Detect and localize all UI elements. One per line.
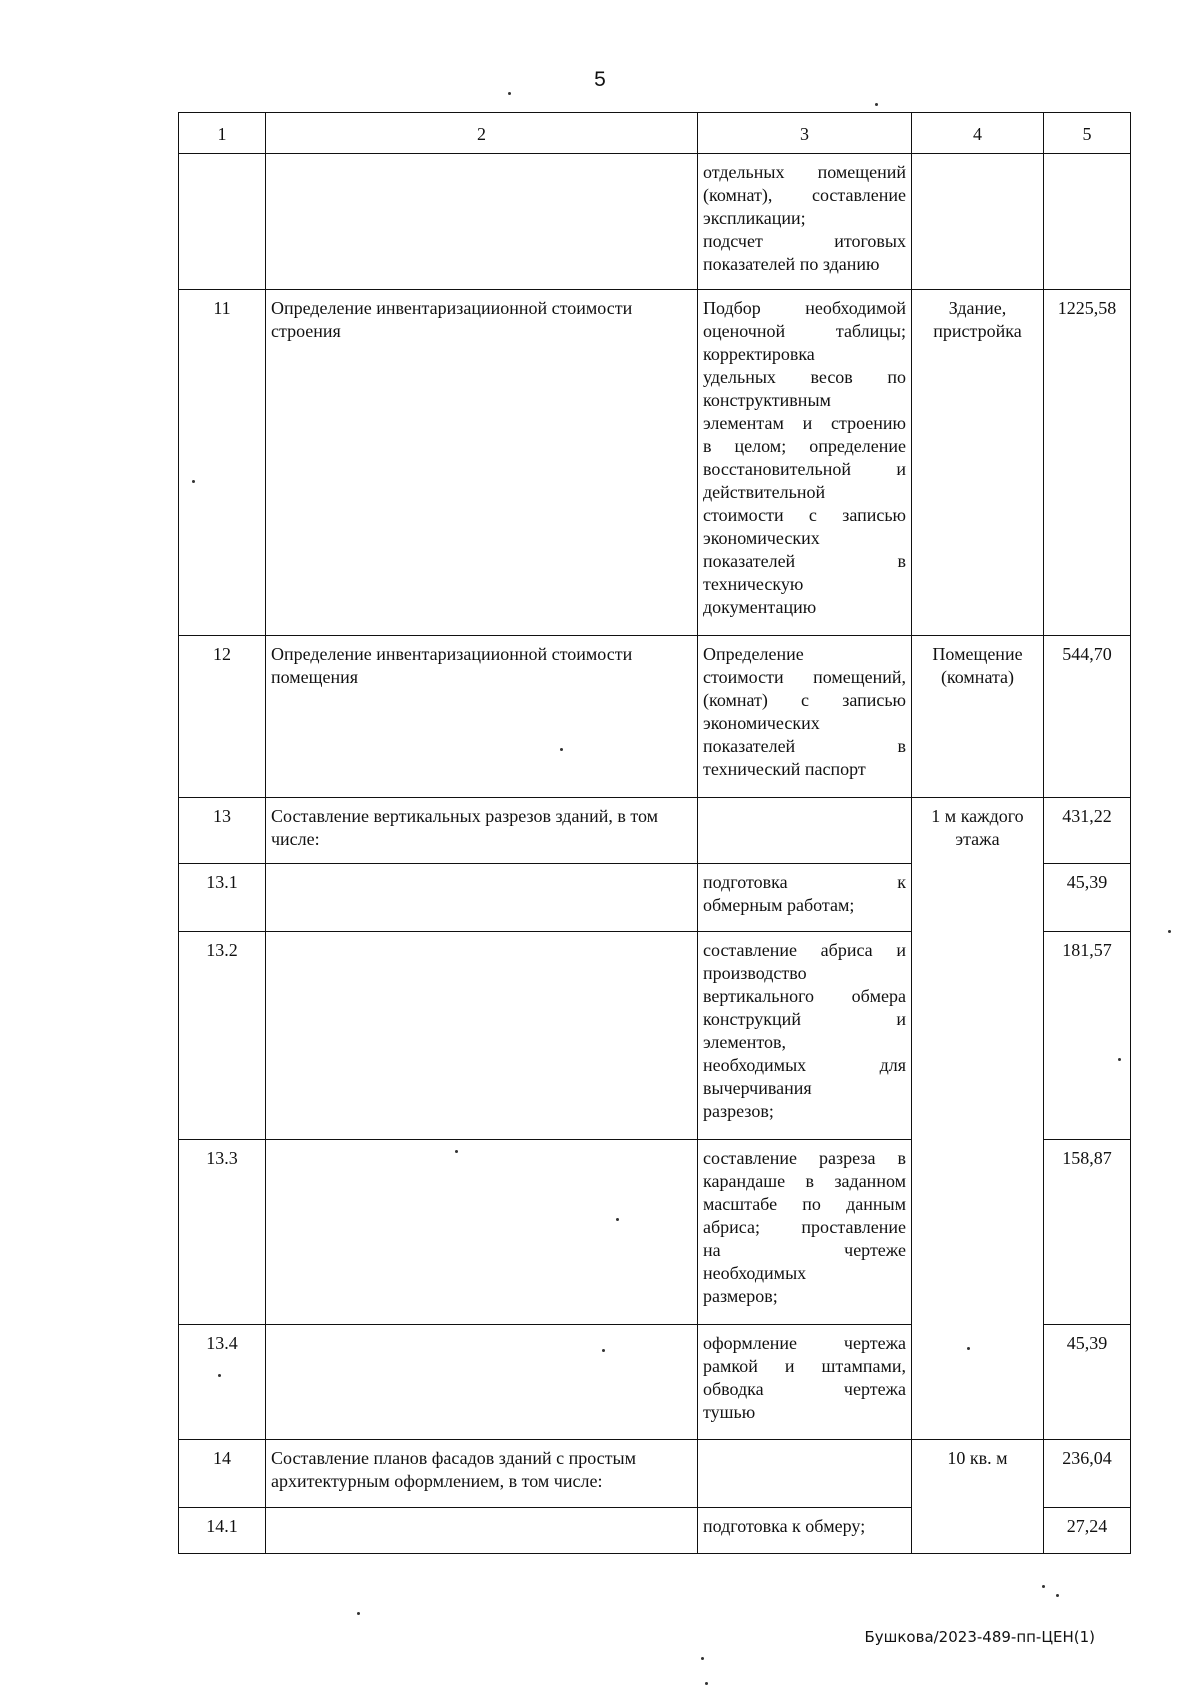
header-cell-1: 1 bbox=[179, 113, 266, 154]
description-line: необходимых bbox=[703, 1263, 807, 1283]
work-name bbox=[266, 1140, 698, 1325]
work-name: Определение инвентаризациионной стоимости помещения bbox=[266, 636, 698, 798]
work-description bbox=[698, 290, 912, 636]
description-line: вертикального обмера bbox=[703, 986, 906, 1006]
table-header-row bbox=[179, 113, 1131, 154]
description-line: технический паспорт bbox=[703, 759, 866, 779]
row-number: 13.3 bbox=[179, 1140, 266, 1325]
description-line: на чертеже bbox=[703, 1240, 906, 1260]
table-row bbox=[179, 798, 1131, 864]
description-line: обводка чертежа bbox=[703, 1379, 906, 1399]
price-value: 236,04 bbox=[1044, 1440, 1131, 1508]
work-description bbox=[698, 1508, 912, 1554]
price-value: 45,39 bbox=[1044, 1325, 1131, 1440]
work-description bbox=[698, 1140, 912, 1325]
description-line: Подбор необходимой bbox=[703, 298, 906, 318]
description-line: абриса; проставление bbox=[703, 1217, 906, 1237]
description-line: составление разреза в bbox=[703, 1148, 906, 1168]
price-value: 27,24 bbox=[1044, 1508, 1131, 1554]
header-cell-4: 4 bbox=[912, 113, 1044, 154]
price-value: 158,87 bbox=[1044, 1140, 1131, 1325]
row-number: 11 bbox=[179, 290, 266, 636]
description-line: элементов, bbox=[703, 1032, 787, 1052]
work-name: Составление планов фасадов зданий с простым архитектурным оформлением, в том числе: bbox=[266, 1440, 698, 1508]
description-line: обмерным работам; bbox=[703, 895, 855, 915]
work-description bbox=[698, 932, 912, 1140]
description-line: тушью bbox=[703, 1402, 756, 1422]
row-number: 13.1 bbox=[179, 864, 266, 932]
description-line: составление абриса и bbox=[703, 940, 906, 960]
scan-speck bbox=[875, 103, 878, 106]
header-cell-5: 5 bbox=[1044, 113, 1131, 154]
unit-of-measure: Помещение (комната) bbox=[912, 636, 1044, 798]
scan-speck bbox=[508, 92, 511, 95]
description-line: экспликации; bbox=[703, 208, 806, 228]
description-line: (комнат) с записью bbox=[703, 690, 906, 710]
description-line: разрезов; bbox=[703, 1101, 774, 1121]
scan-speck bbox=[357, 1612, 360, 1615]
description-line: рамкой и штампами, bbox=[703, 1356, 906, 1376]
description-line: показателей в bbox=[703, 736, 906, 756]
description-line: показателей в bbox=[703, 551, 906, 571]
scan-speck bbox=[616, 1218, 619, 1221]
scan-speck bbox=[602, 1349, 605, 1352]
scan-speck bbox=[1042, 1585, 1045, 1588]
description-line: удельных весов по bbox=[703, 367, 906, 387]
description-line: экономических bbox=[703, 713, 820, 733]
description-line: восстановительной и bbox=[703, 459, 906, 479]
description-line: оформление чертежа bbox=[703, 1333, 906, 1353]
page-number: 5 bbox=[594, 68, 606, 91]
description-line: оценочной таблицы; bbox=[703, 321, 906, 341]
price-value: 181,57 bbox=[1044, 932, 1131, 1140]
work-name bbox=[266, 1325, 698, 1440]
work-description bbox=[698, 1440, 912, 1508]
row-number: 13 bbox=[179, 798, 266, 864]
description-line: производство bbox=[703, 963, 807, 983]
description-line: в целом; определение bbox=[703, 436, 906, 456]
description-line: корректировка bbox=[703, 344, 815, 364]
scan-speck bbox=[1056, 1594, 1059, 1597]
unit-of-measure: 10 кв. м bbox=[912, 1440, 1044, 1554]
price-value: 45,39 bbox=[1044, 864, 1131, 932]
header-cell-3: 3 bbox=[698, 113, 912, 154]
scan-speck bbox=[218, 1374, 221, 1377]
description-line: экономических bbox=[703, 528, 820, 548]
scan-speck bbox=[192, 480, 195, 483]
description-line: подсчет итоговых bbox=[703, 231, 906, 251]
unit-of-measure bbox=[912, 154, 1044, 290]
work-description bbox=[698, 636, 912, 798]
description-line: (комнат), составление bbox=[703, 185, 906, 205]
description-line: стоимости с записью bbox=[703, 505, 906, 525]
scan-speck bbox=[701, 1657, 704, 1660]
table-row bbox=[179, 290, 1131, 636]
unit-of-measure: Здание, пристройка bbox=[912, 290, 1044, 636]
description-line: подготовка к bbox=[703, 872, 906, 892]
document-reference: Бушкова/2023-489-пп-ЦЕН(1) bbox=[864, 1628, 1095, 1646]
description-line: действительной bbox=[703, 482, 826, 502]
description-line: техническую bbox=[703, 574, 804, 594]
row-number bbox=[179, 154, 266, 290]
scan-speck bbox=[967, 1347, 970, 1350]
scan-speck bbox=[705, 1682, 708, 1685]
table-row bbox=[179, 636, 1131, 798]
description-line: карандаше в заданном bbox=[703, 1171, 906, 1191]
scan-speck bbox=[560, 748, 563, 751]
description-line: конструктивным bbox=[703, 390, 831, 410]
work-name: Определение инвентаризациионной стоимости строения bbox=[266, 290, 698, 636]
description-line: подготовка к обмеру; bbox=[703, 1516, 866, 1536]
work-name bbox=[266, 154, 698, 290]
row-number: 13.2 bbox=[179, 932, 266, 1140]
work-description bbox=[698, 1325, 912, 1440]
work-name bbox=[266, 1508, 698, 1554]
header-cell-2: 2 bbox=[266, 113, 698, 154]
description-line: масштабе по данным bbox=[703, 1194, 906, 1214]
work-name bbox=[266, 932, 698, 1140]
scan-speck bbox=[455, 1150, 458, 1153]
description-line: конструкций и bbox=[703, 1009, 906, 1029]
scan-speck bbox=[1168, 930, 1171, 933]
price-value bbox=[1044, 154, 1131, 290]
price-value: 431,22 bbox=[1044, 798, 1131, 864]
price-value: 1225,58 bbox=[1044, 290, 1131, 636]
work-name bbox=[266, 864, 698, 932]
work-name: Составление вертикальных разрезов зданий, в том числе: bbox=[266, 798, 698, 864]
description-line: показателей по зданию bbox=[703, 254, 880, 274]
description-line: вычерчивания bbox=[703, 1078, 812, 1098]
price-table bbox=[178, 112, 1131, 1554]
description-line: элементам и строению bbox=[703, 413, 906, 433]
description-line: необходимых для bbox=[703, 1055, 906, 1075]
row-number: 13.4 bbox=[179, 1325, 266, 1440]
work-description bbox=[698, 154, 912, 290]
work-description bbox=[698, 798, 912, 864]
row-number: 14 bbox=[179, 1440, 266, 1508]
table-row bbox=[179, 154, 1131, 290]
price-value: 544,70 bbox=[1044, 636, 1131, 798]
unit-of-measure: 1 м каждого этажа bbox=[912, 798, 1044, 1440]
scan-speck bbox=[1118, 1058, 1121, 1061]
description-line: стоимости помещений, bbox=[703, 667, 906, 687]
work-description bbox=[698, 864, 912, 932]
row-number: 14.1 bbox=[179, 1508, 266, 1554]
row-number: 12 bbox=[179, 636, 266, 798]
description-line: размеров; bbox=[703, 1286, 778, 1306]
description-line: документацию bbox=[703, 597, 817, 617]
description-line: отдельных помещений bbox=[703, 162, 906, 182]
table-row bbox=[179, 1440, 1131, 1508]
description-line: Определение bbox=[703, 644, 804, 664]
